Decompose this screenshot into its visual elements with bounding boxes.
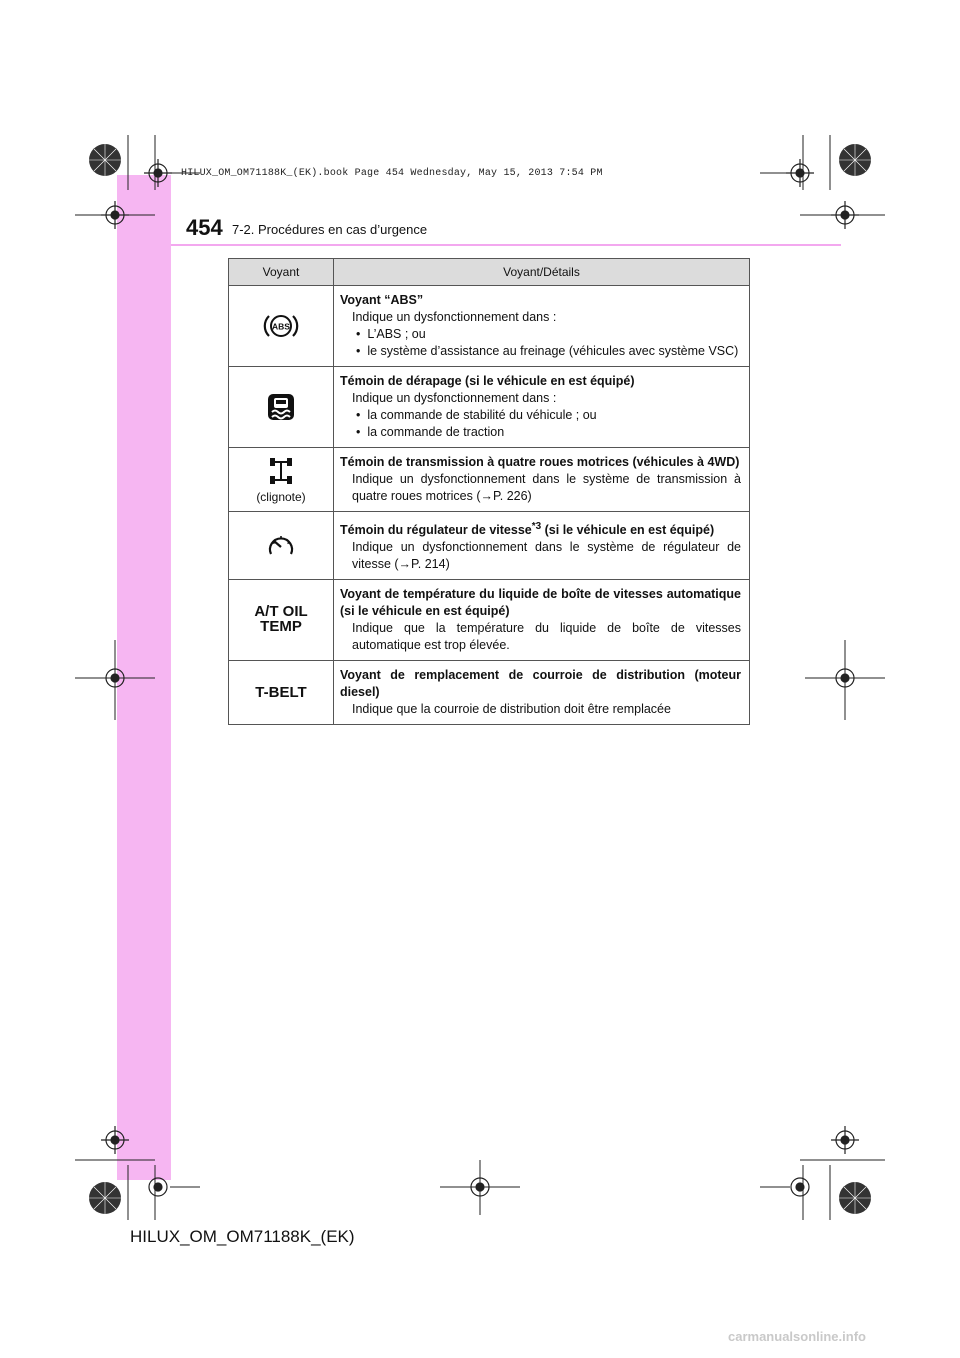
abs-warning-icon	[263, 311, 299, 341]
icon-cell	[229, 448, 334, 512]
table-row	[229, 448, 750, 512]
table-row	[229, 580, 750, 661]
bullet-item: • L’ABS ; ou	[356, 327, 426, 341]
watermark: carmanualsonline.info	[728, 1329, 866, 1344]
table-row	[229, 367, 750, 448]
bullet-item: • la commande de stabilité du véhicule ; ou	[356, 408, 597, 422]
indicator-title: Témoin de transmission à quatre roues motrices (véhicules à 4WD)	[340, 455, 740, 469]
table-row	[229, 512, 750, 580]
header-rule	[171, 244, 841, 246]
details-cell	[334, 661, 750, 725]
details-cell	[334, 512, 750, 580]
table-header-row	[229, 259, 750, 286]
column-header-details: Voyant/Détails	[334, 259, 750, 286]
details-cell	[334, 580, 750, 661]
blinking-note: (clignote)	[256, 489, 306, 504]
table-row	[229, 286, 750, 367]
slip-indicator-icon	[266, 392, 296, 422]
print-header: HILUX_OM_OM71188K_(EK).book Page 454 Wednesday, May 15, 2013 7:54 PM	[181, 168, 603, 179]
bullet-item: • le système d’assistance au freinage (véhicules avec système VSC)	[356, 344, 739, 358]
indicator-description: Indique que la courroie de distribution doit être remplacée	[352, 702, 671, 717]
details-cell	[334, 286, 750, 367]
footer-document-code: HILUX_OM_OM71188K_(EK)	[130, 1227, 355, 1246]
details-cell	[334, 448, 750, 512]
icon-cell	[229, 661, 334, 725]
table-row	[229, 661, 750, 725]
icon-cell	[229, 512, 334, 580]
t-belt-icon: T-BELT	[255, 683, 307, 701]
at-oil-temp-icon: A/T OIL TEMP	[254, 603, 308, 636]
indicator-description: Indique que la température du liquide de boîte de vitesses automatique est trop élevée.	[352, 621, 741, 653]
icon-cell	[229, 367, 334, 448]
page-number: 454	[186, 215, 223, 240]
section-title: 7-2. Procédures en cas d’urgence	[232, 222, 428, 237]
indicator-title: Voyant de remplacement de courroie de distribution (moteur diesel)	[340, 668, 741, 700]
indicator-description: Indique un dysfonctionnement dans le système de régulateur de vitesse (→P. 214)	[352, 540, 741, 572]
icon-cell	[229, 580, 334, 661]
indicator-table	[228, 258, 750, 725]
bullet-item: • la commande de traction	[356, 425, 505, 439]
icon-cell	[229, 286, 334, 367]
details-cell	[334, 367, 750, 448]
indicator-description: Indique un dysfonctionnement dans :	[352, 310, 557, 324]
indicator-title: Voyant de température du liquide de boîte de vitesses automatique (si le véhicule en est équipé)	[340, 587, 741, 619]
indicator-title: Voyant “ABS”	[340, 293, 424, 307]
indicator-description: Indique un dysfonctionnement dans :	[352, 391, 557, 405]
abs-icon-text: ABS	[272, 321, 290, 332]
four-wheel-drive-icon	[267, 456, 295, 486]
indicator-title: Témoin du régulateur de vitesse$^{*3}$ (si le véhicule en est équipé)	[340, 521, 715, 538]
indicator-title: Témoin de dérapage (si le véhicule en est équipé)	[340, 374, 635, 388]
column-header-voyant: Voyant	[229, 259, 334, 286]
indicator-description: Indique un dysfonctionnement dans le système de transmission à quatre roues motrices (→P. 226)	[352, 472, 741, 503]
footnote-ref: *3	[531, 521, 542, 532]
cruise-control-icon	[266, 532, 296, 560]
